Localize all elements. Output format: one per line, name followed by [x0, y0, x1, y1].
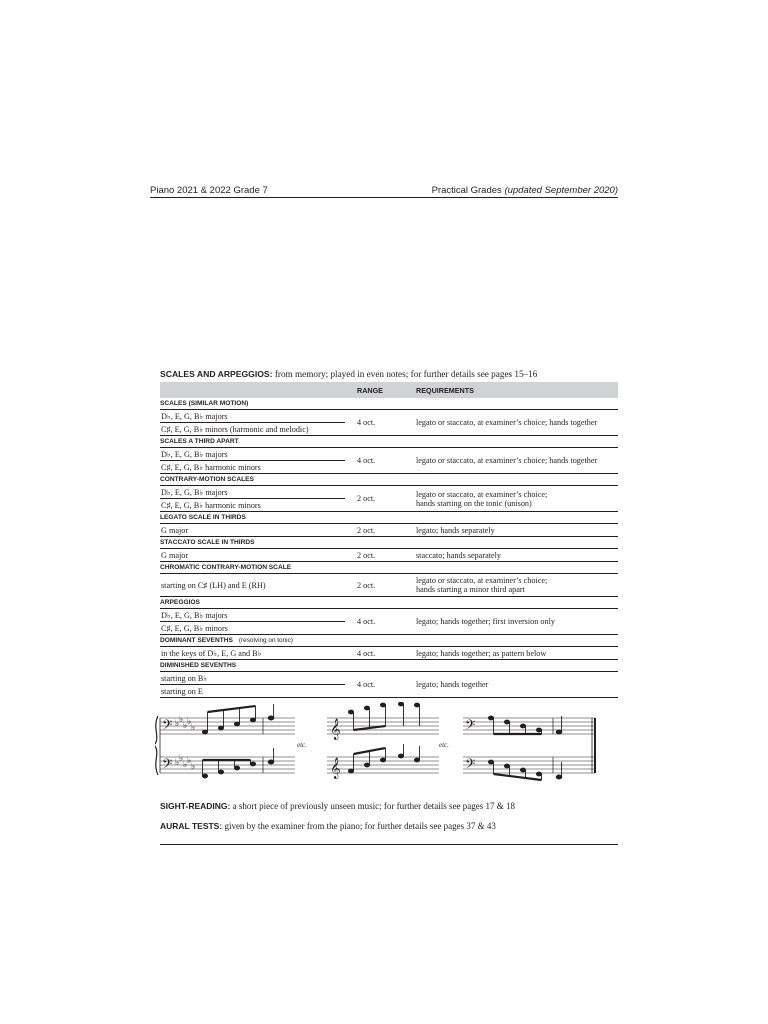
- table-header-row: [160, 382, 618, 398]
- table-row: starting on B♭ 4 oct. legato; hands together: [160, 672, 618, 685]
- table-row: D♭, E, G, B♭ majors 4 oct. legato; hands together; first inversion only: [160, 609, 618, 622]
- table-row: C♯, E, G, B♭ harmonic minors: [160, 499, 618, 512]
- aural-tests-rest: given by the examiner from the piano; for further details see pages 37 & 43: [222, 821, 496, 831]
- bass-clef-icon: 𝄢: [465, 717, 476, 736]
- flat-icon: ♭: [179, 754, 184, 764]
- flat-icon: ♭: [187, 756, 192, 766]
- aural-tests-line: [160, 821, 496, 831]
- col-req-header: REQUIREMENTS: [416, 382, 618, 398]
- bass-clef-icon: 𝄢: [162, 717, 173, 736]
- music-example: [155, 702, 619, 782]
- notes: [202, 702, 561, 780]
- col-range-header: RANGE: [345, 382, 416, 398]
- section-heading: SCALES A THIRD APART: [160, 436, 618, 448]
- header-right: [432, 185, 618, 196]
- requirements-table: [160, 382, 618, 698]
- table-row: starting on C♯ (LH) and E (RH) 2 oct. legato or staccato, at examiner’s choice; hands starting a minor third apart: [160, 574, 618, 597]
- flat-icon: ♭: [187, 717, 192, 727]
- table-row: G major 2 oct. staccato; hands separately: [160, 549, 618, 562]
- section-heading: STACCATO SCALE IN THIRDS: [160, 537, 618, 549]
- flat-icon: ♭: [175, 719, 180, 729]
- flat-icon: ♭: [183, 760, 188, 770]
- sight-reading-line: [160, 801, 515, 811]
- section-heading: ARPEGGIOS: [160, 597, 618, 609]
- bass-clef-icon: 𝄢: [162, 756, 173, 775]
- section-heading: DOMINANT SEVENTHS (resolving on tonic): [160, 635, 618, 647]
- section-heading: DIMINISHED SEVENTHS: [160, 660, 618, 672]
- table-row: C♯, E, G, B♭ minors: [160, 622, 618, 635]
- footer-rule: [160, 844, 618, 845]
- aural-tests-bold: AURAL TESTS:: [160, 821, 223, 831]
- table-row: D♭, E, G, B♭ majors 4 oct. legato or staccato, at examiner’s choice; hands together: [160, 448, 618, 461]
- flat-icon: ♭: [191, 723, 196, 733]
- section-heading: CHROMATIC CONTRARY-MOTION SCALE: [160, 562, 618, 574]
- brace: [155, 716, 158, 775]
- sight-reading-bold: SIGHT-READING:: [160, 801, 231, 811]
- header-left: Piano 2021 & 2022 Grade 7: [150, 185, 268, 196]
- flat-icon: ♭: [179, 715, 184, 725]
- flat-icon: ♭: [191, 762, 196, 772]
- table-row: D♭, E, G, B♭ majors 4 oct. legato or staccato, at examiner’s choice; hands together: [160, 410, 618, 423]
- scales-title: [160, 369, 537, 379]
- flat-icon: ♭: [183, 721, 188, 731]
- table-row: C♯, E, G, B♭ harmonic minors: [160, 461, 618, 474]
- etc-label: etc.: [439, 741, 449, 749]
- flat-icon: ♭: [175, 758, 180, 768]
- table-row: D♭, E, G, B♭ majors 2 oct. legato or staccato, at examiner’s choice; hands starting on the tonic (unison): [160, 486, 618, 499]
- header-right-main: Practical Grades: [431, 185, 505, 196]
- etc-label: etc.: [297, 741, 307, 749]
- running-header: [150, 185, 618, 197]
- sight-reading-rest: a short piece of previously unseen music; for further details see pages 17 & 18: [230, 801, 516, 811]
- treble-clef-icon: 𝄞: [330, 719, 341, 740]
- section-heading: SCALES (SIMILAR MOTION): [160, 398, 618, 410]
- header-right-italic: (updated September 2020): [504, 185, 618, 196]
- scales-title-bold: SCALES AND ARPEGGIOS:: [160, 369, 273, 379]
- header-rule: [150, 197, 618, 198]
- table-row: in the keys of D♭, E, G and B♭ 4 oct. legato; hands together; as pattern below: [160, 647, 618, 660]
- section-heading: LEGATO SCALE IN THIRDS: [160, 512, 618, 524]
- section-heading: CONTRARY-MOTION SCALES: [160, 474, 618, 486]
- scales-title-rest: from memory; played in even notes; for further details see pages 15–16: [272, 369, 538, 379]
- table-row: starting on E: [160, 685, 618, 698]
- bass-clef-icon: 𝄢: [465, 756, 476, 775]
- table-row: G major 2 oct. legato; hands separately: [160, 524, 618, 537]
- table-row: C♯, E, G, B♭ minors (harmonic and melodic): [160, 423, 618, 436]
- treble-clef-icon: 𝄞: [330, 758, 341, 779]
